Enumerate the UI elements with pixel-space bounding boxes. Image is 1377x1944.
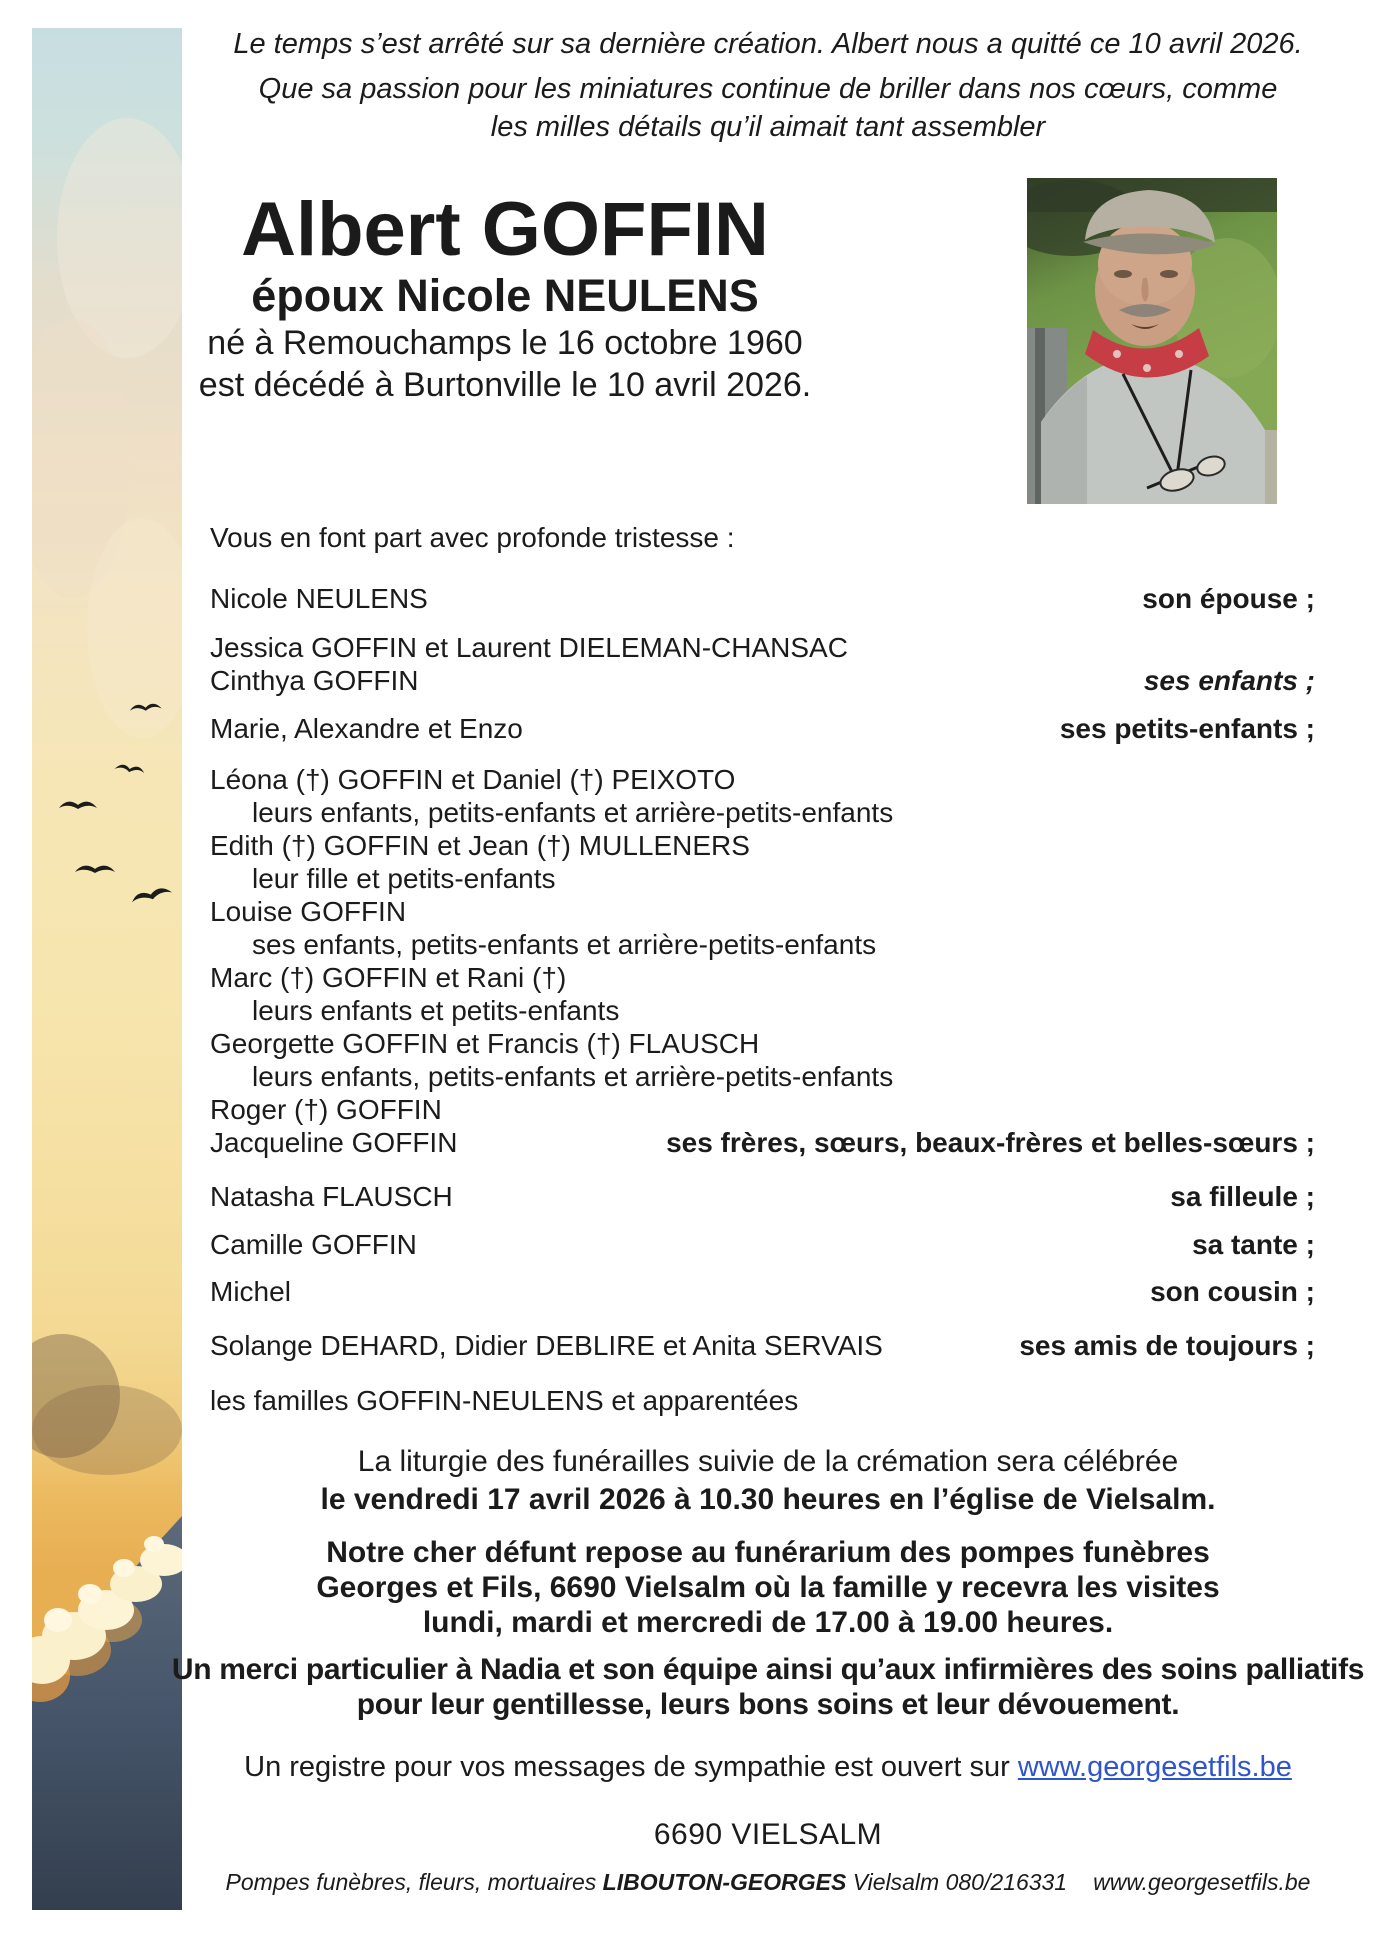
family-row bbox=[210, 994, 1315, 1027]
family-name: Cinthya GOFFIN bbox=[210, 665, 419, 696]
family-row bbox=[210, 1180, 1315, 1213]
family-descendants: leur fille et petits-enfants bbox=[252, 863, 556, 894]
family-name: Jessica GOFFIN et Laurent DIELEMAN-CHANSAC bbox=[210, 632, 848, 663]
family-row bbox=[210, 1027, 1315, 1060]
portrait-photo bbox=[1027, 178, 1277, 504]
family-name: Léona (†) GOFFIN et Daniel (†) PEIXOTO bbox=[210, 764, 736, 795]
birth-line: né à Remouchamps le 16 octobre 1960 bbox=[207, 324, 803, 362]
city-line: 6690 VIELSALM bbox=[653, 1818, 883, 1851]
footer-middle: Vielsalm 080/216331 bbox=[846, 1869, 1068, 1895]
announcement-intro: Vous en font part avec profonde tristesse : bbox=[210, 522, 735, 553]
quote-line-2: Que sa passion pour les miniatures continue de briller dans nos cœurs, comme les milles détails qu’il aimait tant assembler bbox=[258, 73, 1278, 143]
family-name: Marc (†) GOFFIN et Rani (†) bbox=[210, 962, 567, 993]
family-name: Camille GOFFIN bbox=[210, 1229, 417, 1260]
relation-label: sa filleule ; bbox=[1170, 1181, 1315, 1212]
repose-paragraph bbox=[169, 1535, 1367, 1640]
family-row bbox=[210, 1228, 1315, 1261]
death-line: est décédé à Burtonville le 10 avril 2026. bbox=[198, 366, 812, 404]
relation-label: ses enfants ; bbox=[1143, 665, 1315, 696]
spouse-line: époux Nicole NEULENS bbox=[251, 270, 759, 321]
website-link[interactable]: www.georgesetfils.be bbox=[1017, 1751, 1292, 1783]
family-row bbox=[210, 631, 1315, 664]
repose-line-2: Georges et Fils, 6690 Vielsalm où la famille y recevra les visites bbox=[316, 1571, 1220, 1604]
header-quotes bbox=[169, 24, 1367, 146]
family-name: Marie, Alexandre et Enzo bbox=[210, 713, 523, 744]
funeral-home-footer bbox=[169, 1868, 1367, 1896]
sunset-sky-image bbox=[32, 28, 182, 1910]
family-name: Jacqueline GOFFIN bbox=[210, 1127, 458, 1158]
ceremony-line-2: le vendredi 17 avril 2026 à 10.30 heures en l’église de Vielsalm. bbox=[320, 1483, 1216, 1516]
family-row bbox=[210, 712, 1315, 745]
family-name: les familles GOFFIN-NEULENS et apparentées bbox=[210, 1385, 799, 1416]
register-text: Un registre pour vos messages de sympathie est ouvert sur bbox=[244, 1751, 1018, 1783]
family-name: Natasha FLAUSCH bbox=[210, 1181, 453, 1212]
quote-line-1: Le temps s’est arrêté sur sa dernière création. Albert nous a quitté ce 10 avril 2026. bbox=[233, 28, 1303, 60]
family-row bbox=[210, 582, 1315, 615]
family-row bbox=[210, 1093, 1315, 1126]
ceremony-line-1: La liturgie des funérailles suivie de la crémation sera célébrée bbox=[357, 1445, 1179, 1478]
thanks-paragraph bbox=[169, 1652, 1367, 1722]
thanks-line-2: pour leur gentillesse, leurs bons soins et leur dévouement. bbox=[356, 1688, 1180, 1721]
family-row bbox=[210, 895, 1315, 928]
footer-prefix: Pompes funèbres, fleurs, mortuaires bbox=[225, 1869, 603, 1895]
family-name: Louise GOFFIN bbox=[210, 896, 407, 927]
funeral-details bbox=[169, 1443, 1367, 1896]
deceased-block bbox=[175, 187, 835, 406]
relation-label: son cousin ; bbox=[1150, 1276, 1315, 1307]
family-name: Michel bbox=[210, 1276, 291, 1307]
family-row bbox=[210, 1126, 1315, 1159]
family-row bbox=[210, 1275, 1315, 1308]
family-row bbox=[210, 1060, 1315, 1093]
repose-line-1: Notre cher défunt repose au funérarium des pompes funèbres bbox=[326, 1536, 1210, 1569]
sunset-sky-svg bbox=[32, 28, 182, 1910]
repose-line-3: lundi, mardi et mercredi de 17.00 à 19.00 heures. bbox=[422, 1606, 1114, 1639]
family-name: Edith (†) GOFFIN et Jean (†) MULLENERS bbox=[210, 830, 750, 861]
relation-label: son épouse ; bbox=[1142, 583, 1315, 614]
family-name: Georgette GOFFIN et Francis (†) FLAUSCH bbox=[210, 1028, 760, 1059]
relation-label: ses petits-enfants ; bbox=[1059, 713, 1315, 744]
portrait-photo-svg bbox=[1027, 178, 1277, 504]
family-row bbox=[210, 1329, 1315, 1362]
family-row bbox=[210, 928, 1315, 961]
relation-label: ses frères, sœurs, beaux-frères et belles-sœurs ; bbox=[666, 1127, 1315, 1158]
family-name: Roger (†) GOFFIN bbox=[210, 1094, 442, 1125]
family-row bbox=[210, 664, 1315, 697]
relation-label: sa tante ; bbox=[1192, 1229, 1315, 1260]
family-row bbox=[210, 829, 1315, 862]
family-descendants: leurs enfants et petits-enfants bbox=[252, 995, 620, 1026]
family-descendants: leurs enfants, petits-enfants et arrière-petits-enfants bbox=[252, 1061, 894, 1092]
family-row bbox=[210, 862, 1315, 895]
footer-brand: LIBOUTON-GEORGES bbox=[602, 1869, 847, 1895]
family-row bbox=[210, 796, 1315, 829]
family-name: Solange DEHARD, Didier DEBLIRE et Anita SERVAIS bbox=[210, 1330, 883, 1361]
family-list bbox=[210, 582, 1315, 1417]
family-descendants: leurs enfants, petits-enfants et arrière-petits-enfants bbox=[252, 797, 894, 828]
family-descendants: ses enfants, petits-enfants et arrière-petits-enfants bbox=[252, 929, 877, 960]
family-row bbox=[210, 1384, 1315, 1417]
family-name: Nicole NEULENS bbox=[210, 583, 428, 614]
family-row bbox=[210, 763, 1315, 796]
relation-label: ses amis de toujours ; bbox=[1019, 1330, 1315, 1361]
register-line bbox=[169, 1750, 1367, 1785]
deceased-name: Albert GOFFIN bbox=[241, 187, 769, 272]
thanks-line-1: Un merci particulier à Nadia et son équipe ainsi qu’aux infirmières des soins palliatifs bbox=[171, 1653, 1365, 1686]
footer-website: www.georgesetfils.be bbox=[1093, 1869, 1311, 1895]
family-row bbox=[210, 961, 1315, 994]
